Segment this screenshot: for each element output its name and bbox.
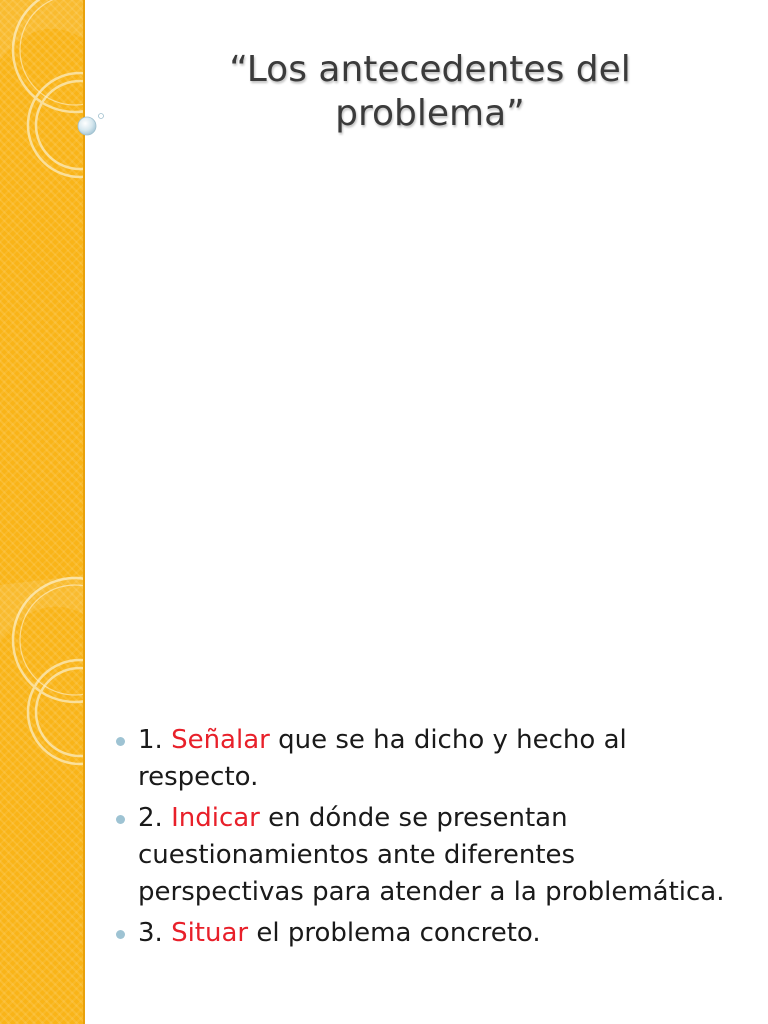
sidebar-edge xyxy=(83,0,85,1024)
bubble-ornament-icon xyxy=(74,112,108,140)
bullet-verb: Indicar xyxy=(171,803,260,833)
bullet-dot-icon xyxy=(116,815,125,824)
bullet-number: 3. xyxy=(138,918,163,948)
bullet-dot-icon xyxy=(116,737,125,746)
bullet-dot-icon xyxy=(116,930,125,939)
decorative-sidebar xyxy=(0,0,85,1024)
bullet-list xyxy=(116,722,736,956)
bullet-number: 1. xyxy=(138,725,163,755)
list-item xyxy=(116,915,736,952)
bullet-text: que se ha dicho y hecho al respecto. xyxy=(138,725,627,792)
bullet-verb: Señalar xyxy=(171,725,270,755)
slide-title: “Los antecedentes del problema” xyxy=(229,49,631,134)
list-item xyxy=(116,722,736,796)
bullet-text: en dónde se presentan cuestionamientos ante diferentes perspectivas para atender a la problemática. xyxy=(138,803,725,907)
bullet-verb: Situar xyxy=(171,918,249,948)
bullet-text: el problema concreto. xyxy=(248,918,541,948)
list-item xyxy=(116,800,736,911)
circle-ornament-icon xyxy=(0,0,85,1024)
bullet-number: 2. xyxy=(138,803,163,833)
